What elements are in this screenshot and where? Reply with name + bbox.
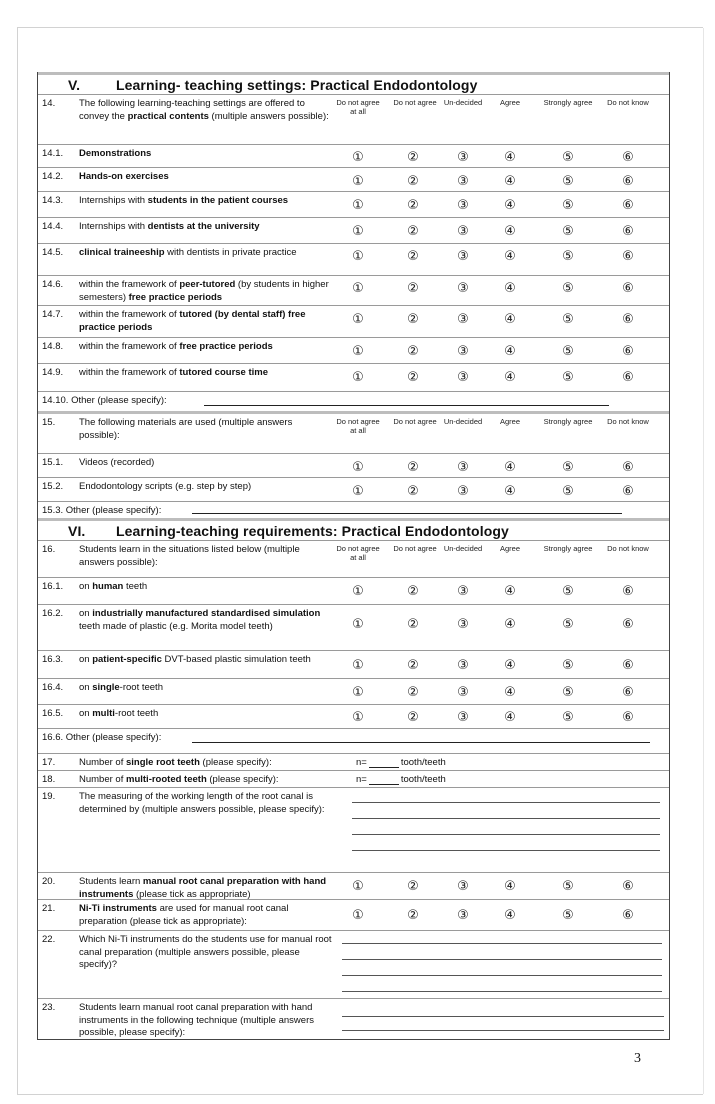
answer-line[interactable] [352,818,660,819]
option-3-radio[interactable]: ③ [457,710,469,725]
item-number: 16.3. [42,654,64,665]
section-title-text: Learning- teaching settings: Practical Endodontology [116,77,478,93]
item-number: 16.4. [42,682,64,693]
option-5-radio[interactable]: ⑤ [562,460,574,475]
scale-header-6: Do not know [607,417,649,426]
item-text: Demonstrations [79,148,152,159]
option-5-radio[interactable]: ⑤ [562,370,574,385]
option-3-radio[interactable]: ③ [457,658,469,673]
item-number: 16.2. [42,608,64,619]
scale-header-3: Un-decided [443,544,483,553]
item-row [38,337,669,363]
option-1-radio[interactable]: ① [352,224,364,239]
question-18 [38,770,669,787]
option-6-radio[interactable]: ⑥ [622,658,634,673]
scale-header-2: Do not agree [393,98,437,107]
question-number: 14. [42,98,56,109]
item-number: 14.6. [42,279,64,290]
item-number: 16.1. [42,581,64,592]
option-3-radio[interactable]: ③ [457,484,469,499]
item-text: Videos (recorded) [79,457,155,468]
option-3-radio[interactable]: ③ [457,198,469,213]
option-3-radio[interactable]: ③ [457,460,469,475]
item-number: 15.2. [42,481,64,492]
item-number: 14.7. [42,309,64,320]
other-14-input[interactable] [204,405,609,406]
item-number: 15.3. [42,505,64,516]
item-number: 14.2. [42,171,64,182]
option-1-radio[interactable]: ① [352,460,364,475]
option-6-radio[interactable]: ⑥ [622,584,634,599]
option-4-radio[interactable]: ④ [504,908,516,923]
item-row [38,650,669,678]
question-number: 20. [42,876,56,887]
item-number: 14.4. [42,221,64,232]
scale-header-6: Do not know [607,544,649,553]
option-5-radio[interactable]: ⑤ [562,281,574,296]
item-row [38,577,669,604]
question-23 [38,998,669,1040]
option-4-radio[interactable]: ④ [504,249,516,264]
item-row [38,678,669,704]
option-5-radio[interactable]: ⑤ [562,584,574,599]
unit-label: tooth/teeth [400,757,446,768]
option-2-radio[interactable]: ② [407,198,419,213]
section-title-text: Learning-teaching requirements: Practical Endodontology [116,523,509,539]
option-4-radio[interactable]: ④ [504,584,516,599]
option-4-radio[interactable]: ④ [504,879,516,894]
item-text: on human teeth [79,581,148,592]
item-text: on patient-specific DVT-based plastic simulation teeth [79,654,311,665]
option-6-radio[interactable]: ⑥ [622,344,634,359]
n-label: n= [356,757,367,768]
scale-header-2: Do not agree [393,417,437,426]
item-row [38,363,669,391]
option-2-radio[interactable]: ② [407,617,419,632]
other-14 [38,391,669,411]
item-text: Other (please specify): [65,505,162,516]
question-17 [38,753,669,770]
option-1-radio[interactable]: ① [352,198,364,213]
item-row [38,167,669,191]
option-2-radio[interactable]: ② [407,658,419,673]
question-text: Students learn manual root canal preparation with hand instruments in the following technique (multiple answers possible, please specify): [79,1002,314,1038]
item-text: on multi-root teeth [79,708,159,719]
item-number: 16.6. [42,732,64,743]
option-3-radio[interactable]: ③ [457,908,469,923]
scale-header-1: Do not agree at all [336,417,380,435]
option-6-radio[interactable]: ⑥ [622,617,634,632]
option-2-radio[interactable]: ② [407,710,419,725]
scale-header-5: Strongly agree [543,544,593,553]
item-row [38,217,669,243]
option-5-radio[interactable]: ⑤ [562,174,574,189]
option-2-radio[interactable]: ② [407,879,419,894]
option-4-radio[interactable]: ④ [504,312,516,327]
option-3-radio[interactable]: ③ [457,370,469,385]
option-5-radio[interactable]: ⑤ [562,685,574,700]
option-6-radio[interactable]: ⑥ [622,710,634,725]
section-v-header [38,72,669,94]
question-text: The measuring of the working length of the root canal is determined by (multiple answers possible, please specify): [79,791,325,815]
option-6-radio[interactable]: ⑥ [622,281,634,296]
question-15 [38,411,669,453]
item-row [38,305,669,337]
scale-header-6: Do not know [607,98,649,107]
item-text: Endodontology scripts (e.g. step by step) [79,481,252,492]
item-text: Internships with dentists at the university [79,221,260,232]
answer-line[interactable] [342,943,662,944]
section-vi-title [68,523,509,539]
option-3-radio[interactable]: ③ [457,879,469,894]
other-16 [38,728,669,753]
option-6-radio[interactable]: ⑥ [622,370,634,385]
answer-line[interactable] [342,991,662,992]
option-5-radio[interactable]: ⑤ [562,658,574,673]
question-number: 21. [42,903,56,914]
option-2-radio[interactable]: ② [407,224,419,239]
scale-header-4: Agree [499,544,520,553]
scale-header-3: Un-decided [443,98,483,107]
option-3-radio[interactable]: ③ [457,150,469,165]
item-number: 14.9. [42,367,64,378]
option-1-radio[interactable]: ① [352,150,364,165]
option-4-radio[interactable]: ④ [504,198,516,213]
other-15 [38,501,669,518]
option-5-radio[interactable]: ⑤ [562,908,574,923]
item-row [38,604,669,650]
scale-header-4: Agree [499,98,520,107]
option-6-radio[interactable]: ⑥ [622,685,634,700]
option-5-radio[interactable]: ⑤ [562,198,574,213]
option-5-radio[interactable]: ⑤ [562,710,574,725]
option-1-radio[interactable]: ① [352,312,364,327]
option-5-radio[interactable]: ⑤ [562,617,574,632]
item-text: within the framework of free practice periods [79,341,273,352]
option-2-radio[interactable]: ② [407,174,419,189]
item-number: 16.5. [42,708,64,719]
option-4-radio[interactable]: ④ [504,281,516,296]
question-text: The following materials are used (multiple answers possible): [79,417,293,441]
option-1-radio[interactable]: ① [352,658,364,673]
option-1-radio[interactable]: ① [352,908,364,923]
option-2-radio[interactable]: ② [407,281,419,296]
item-row [38,191,669,217]
option-3-radio[interactable]: ③ [457,685,469,700]
question-number: 15. [42,417,56,428]
option-4-radio[interactable]: ④ [504,224,516,239]
option-2-radio[interactable]: ② [407,312,419,327]
option-5-radio[interactable]: ⑤ [562,344,574,359]
question-text: Students learn manual root canal preparation with hand instruments (please tick as appropriate) [79,876,327,900]
option-2-radio[interactable]: ② [407,249,419,264]
option-4-radio[interactable]: ④ [504,150,516,165]
scale-header-3: Un-decided [443,417,483,426]
question-number: 18. [42,774,56,785]
scale-header-1: Do not agree at all [336,98,380,116]
answer-line[interactable] [342,1030,664,1031]
item-text: Internships with students in the patient courses [79,195,289,206]
item-text: Hands-on exercises [79,171,169,182]
item-text: clinical traineeship with dentists in private practice [79,247,297,258]
single-root-count-input[interactable] [369,759,399,768]
option-2-radio[interactable]: ② [407,908,419,923]
option-5-radio[interactable]: ⑤ [562,150,574,165]
option-6-radio[interactable]: ⑥ [622,908,634,923]
option-4-radio[interactable]: ④ [504,344,516,359]
option-3-radio[interactable]: ③ [457,584,469,599]
option-6-radio[interactable]: ⑥ [622,484,634,499]
option-4-radio[interactable]: ④ [504,370,516,385]
question-number: 19. [42,791,56,802]
other-15-input[interactable] [192,513,622,514]
option-3-radio[interactable]: ③ [457,224,469,239]
option-5-radio[interactable]: ⑤ [562,312,574,327]
option-1-radio[interactable]: ① [352,344,364,359]
multi-root-count-input[interactable] [369,776,399,785]
item-row [38,144,669,167]
question-14 [38,94,669,144]
option-1-radio[interactable]: ① [352,370,364,385]
option-3-radio[interactable]: ③ [457,249,469,264]
count-field [356,774,446,785]
answer-line[interactable] [352,850,660,851]
option-5-radio[interactable]: ⑤ [562,879,574,894]
answer-line[interactable] [352,802,660,803]
item-text: on industrially manufactured standardised simulation teeth made of plastic (e.g. Morita model teeth) [79,608,321,632]
option-4-radio[interactable]: ④ [504,460,516,475]
question-text: Students learn in the situations listed below (multiple answers possible): [79,544,300,568]
answer-line[interactable] [342,1016,664,1017]
option-4-radio[interactable]: ④ [504,617,516,632]
option-1-radio[interactable]: ① [352,484,364,499]
other-16-input[interactable] [192,742,650,743]
option-2-radio[interactable]: ② [407,460,419,475]
item-text: Other (please specify): [71,395,167,406]
question-text: Which Ni-Ti instruments do the students use for manual root canal preparation (multiple answers possible, please specify)? [79,934,332,970]
item-number: 14.5. [42,247,64,258]
option-4-radio[interactable]: ④ [504,658,516,673]
option-4-radio[interactable]: ④ [504,174,516,189]
answer-line[interactable] [342,975,662,976]
item-number: 15.1. [42,457,64,468]
option-1-radio[interactable]: ① [352,710,364,725]
section-number: V. [68,77,81,93]
count-field [356,757,446,768]
option-3-radio[interactable]: ③ [457,344,469,359]
option-6-radio[interactable]: ⑥ [622,879,634,894]
question-16 [38,540,669,577]
question-20 [38,872,669,899]
option-6-radio[interactable]: ⑥ [622,224,634,239]
option-2-radio[interactable]: ② [407,370,419,385]
option-5-radio[interactable]: ⑤ [562,484,574,499]
option-1-radio[interactable]: ① [352,584,364,599]
option-1-radio[interactable]: ① [352,249,364,264]
option-1-radio[interactable]: ① [352,879,364,894]
question-number: 17. [42,757,56,768]
item-text: within the framework of tutored course time [79,367,269,378]
section-v-title [68,77,477,93]
option-6-radio[interactable]: ⑥ [622,249,634,264]
option-6-radio[interactable]: ⑥ [622,198,634,213]
option-6-radio[interactable]: ⑥ [622,460,634,475]
question-number: 16. [42,544,56,555]
option-2-radio[interactable]: ② [407,150,419,165]
item-row [38,275,669,305]
option-4-radio[interactable]: ④ [504,710,516,725]
item-number: 14.8. [42,341,64,352]
scale-header-4: Agree [499,417,520,426]
answer-line[interactable] [352,834,660,835]
option-3-radio[interactable]: ③ [457,617,469,632]
option-2-radio[interactable]: ② [407,344,419,359]
option-1-radio[interactable]: ① [352,174,364,189]
n-label: n= [356,774,367,785]
option-6-radio[interactable]: ⑥ [622,174,634,189]
section-number: VI. [68,523,86,539]
option-2-radio[interactable]: ② [407,685,419,700]
option-2-radio[interactable]: ② [407,584,419,599]
scale-header-1: Do not agree at all [336,544,380,562]
scale-header-5: Strongly agree [543,417,593,426]
option-6-radio[interactable]: ⑥ [622,312,634,327]
scale-header-5: Strongly agree [543,98,593,107]
section-vi-header [38,518,669,540]
option-3-radio[interactable]: ③ [457,174,469,189]
question-22 [38,930,669,998]
option-5-radio[interactable]: ⑤ [562,249,574,264]
option-1-radio[interactable]: ① [352,281,364,296]
item-row [38,477,669,501]
question-text: Ni-Ti instruments are used for manual root canal preparation (please tick as appropriate): [79,903,289,927]
item-text: on single-root teeth [79,682,163,693]
option-5-radio[interactable]: ⑤ [562,224,574,239]
option-1-radio[interactable]: ① [352,685,364,700]
item-row [38,453,669,477]
question-text: The following learning-teaching settings are offered to convey the practical contents (multiple answers possible): [79,98,329,122]
option-1-radio[interactable]: ① [352,617,364,632]
item-row [38,704,669,728]
item-text: within the framework of tutored (by dental staff) free practice periods [79,309,306,333]
item-row [38,243,669,275]
question-number: 23. [42,1002,56,1013]
option-2-radio[interactable]: ② [407,484,419,499]
questionnaire-form [37,72,670,1040]
option-4-radio[interactable]: ④ [504,685,516,700]
option-3-radio[interactable]: ③ [457,312,469,327]
option-3-radio[interactable]: ③ [457,281,469,296]
scale-header-2: Do not agree [393,544,437,553]
unit-label: tooth/teeth [400,774,446,785]
option-6-radio[interactable]: ⑥ [622,150,634,165]
item-number: 14.1. [42,148,64,159]
question-number: 22. [42,934,56,945]
question-text: Number of multi-rooted teeth (please specify): [79,774,279,785]
item-text: within the framework of peer-tutored (by students in higher semesters) free practice periods [79,279,329,303]
item-number: 14.3. [42,195,64,206]
item-text: Other (please specify): [65,732,162,743]
option-4-radio[interactable]: ④ [504,484,516,499]
item-number: 14.10. [42,395,69,406]
page-number: 3 [634,1051,641,1066]
question-text: Number of single root teeth (please specify): [79,757,272,768]
question-19 [38,787,669,872]
question-21 [38,899,669,930]
answer-line[interactable] [342,959,662,960]
